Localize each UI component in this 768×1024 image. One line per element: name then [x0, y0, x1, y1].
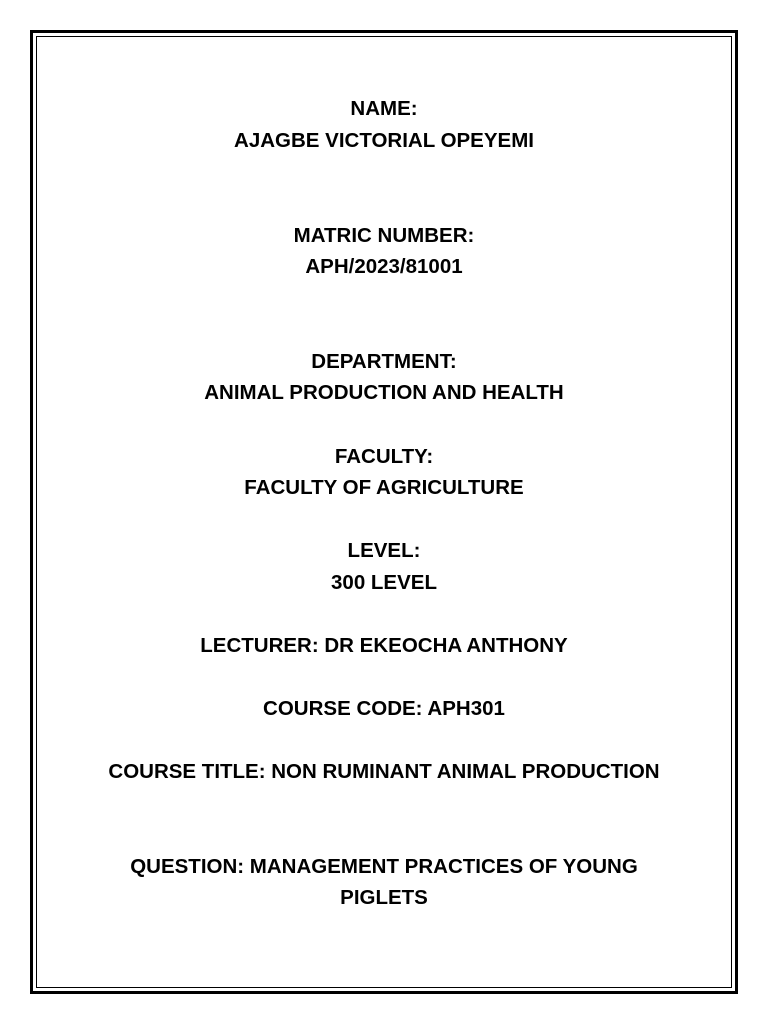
matric-number-label: MATRIC NUMBER:	[293, 224, 475, 247]
page-border-inner	[36, 36, 732, 988]
faculty-label: FACULTY:	[334, 445, 434, 468]
name-value: AJAGBE VICTORIAL OPEYEMI	[234, 129, 534, 152]
level-value: 300 LEVEL	[331, 571, 437, 594]
question-line-2: PIGLETS	[340, 886, 428, 909]
level-label: LEVEL:	[347, 539, 421, 562]
name-label: NAME:	[350, 97, 418, 120]
lecturer-line: LECTURER: DR EKEOCHA ANTHONY	[200, 634, 568, 657]
question-line-1: QUESTION: MANAGEMENT PRACTICES OF YOUNG	[130, 855, 638, 878]
faculty-value: FACULTY OF AGRICULTURE	[244, 476, 524, 499]
matric-number-value: APH/2023/81001	[305, 255, 463, 278]
department-value: ANIMAL PRODUCTION AND HEALTH	[204, 381, 564, 404]
course-title-line: COURSE TITLE: NON RUMINANT ANIMAL PRODUCTION	[108, 760, 660, 783]
course-code-line: COURSE CODE: APH301	[263, 697, 505, 720]
department-label: DEPARTMENT:	[311, 350, 457, 373]
